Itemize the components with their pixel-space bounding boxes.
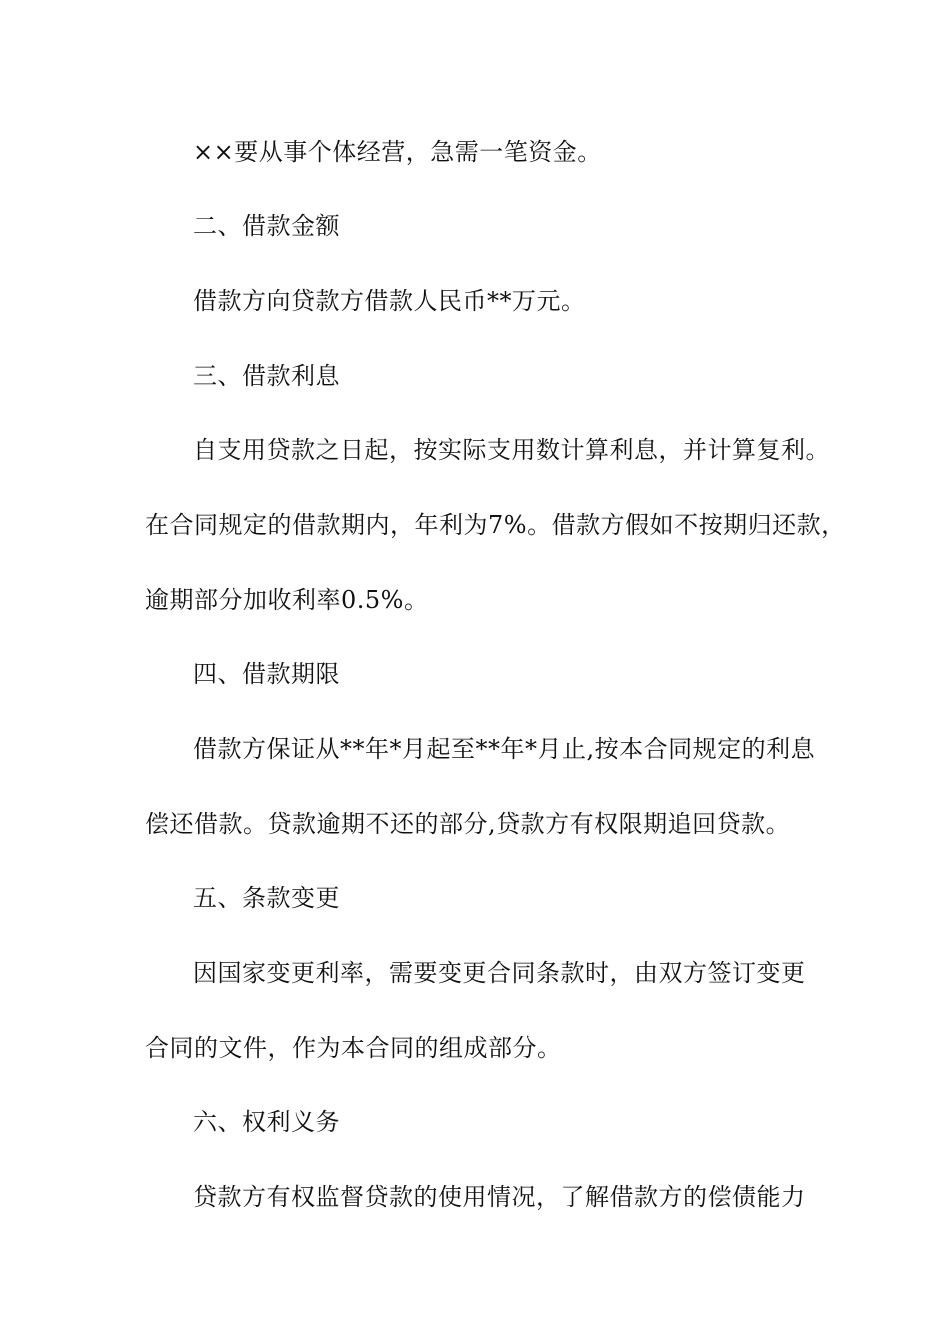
section-heading-terms-change: 五、条款变更 [193, 884, 340, 912]
section-heading-loan-interest: 三、借款利息 [193, 362, 340, 390]
paragraph-line-5: 逾期部分加收利率0.5%。 [145, 586, 429, 614]
section-heading-rights-obligations: 六、权利义务 [193, 1108, 340, 1136]
paragraph-line-3: 自支用贷款之日起，按实际支用数计算利息，并计算复利。 [193, 436, 830, 464]
paragraph-line-6: 借款方保证从**年*月起至**年*月止,按本合同规定的利息 [193, 735, 816, 763]
paragraph-line-7: 偿还借款。贷款逾期不还的部分,贷款方有权限期追回贷款。 [145, 810, 791, 838]
paragraph-line-1: ××要从事个体经营，急需一笔资金。 [193, 138, 602, 166]
section-heading-loan-term: 四、借款期限 [193, 660, 340, 688]
paragraph-line-9: 合同的文件，作为本合同的组成部分。 [145, 1034, 562, 1062]
paragraph-line-4: 在合同规定的借款期内，年利为7%。借款方假如不按期归还款， [145, 511, 846, 539]
paragraph-line-8: 因国家变更利率，需要变更合同条款时，由双方签订变更 [193, 959, 806, 987]
paragraph-line-10: 贷款方有权监督贷款的使用情况，了解借款方的偿债能力 [193, 1183, 806, 1211]
paragraph-line-2: 借款方向贷款方借款人民币**万元。 [193, 287, 586, 315]
section-heading-loan-amount: 二、借款金额 [193, 212, 340, 240]
